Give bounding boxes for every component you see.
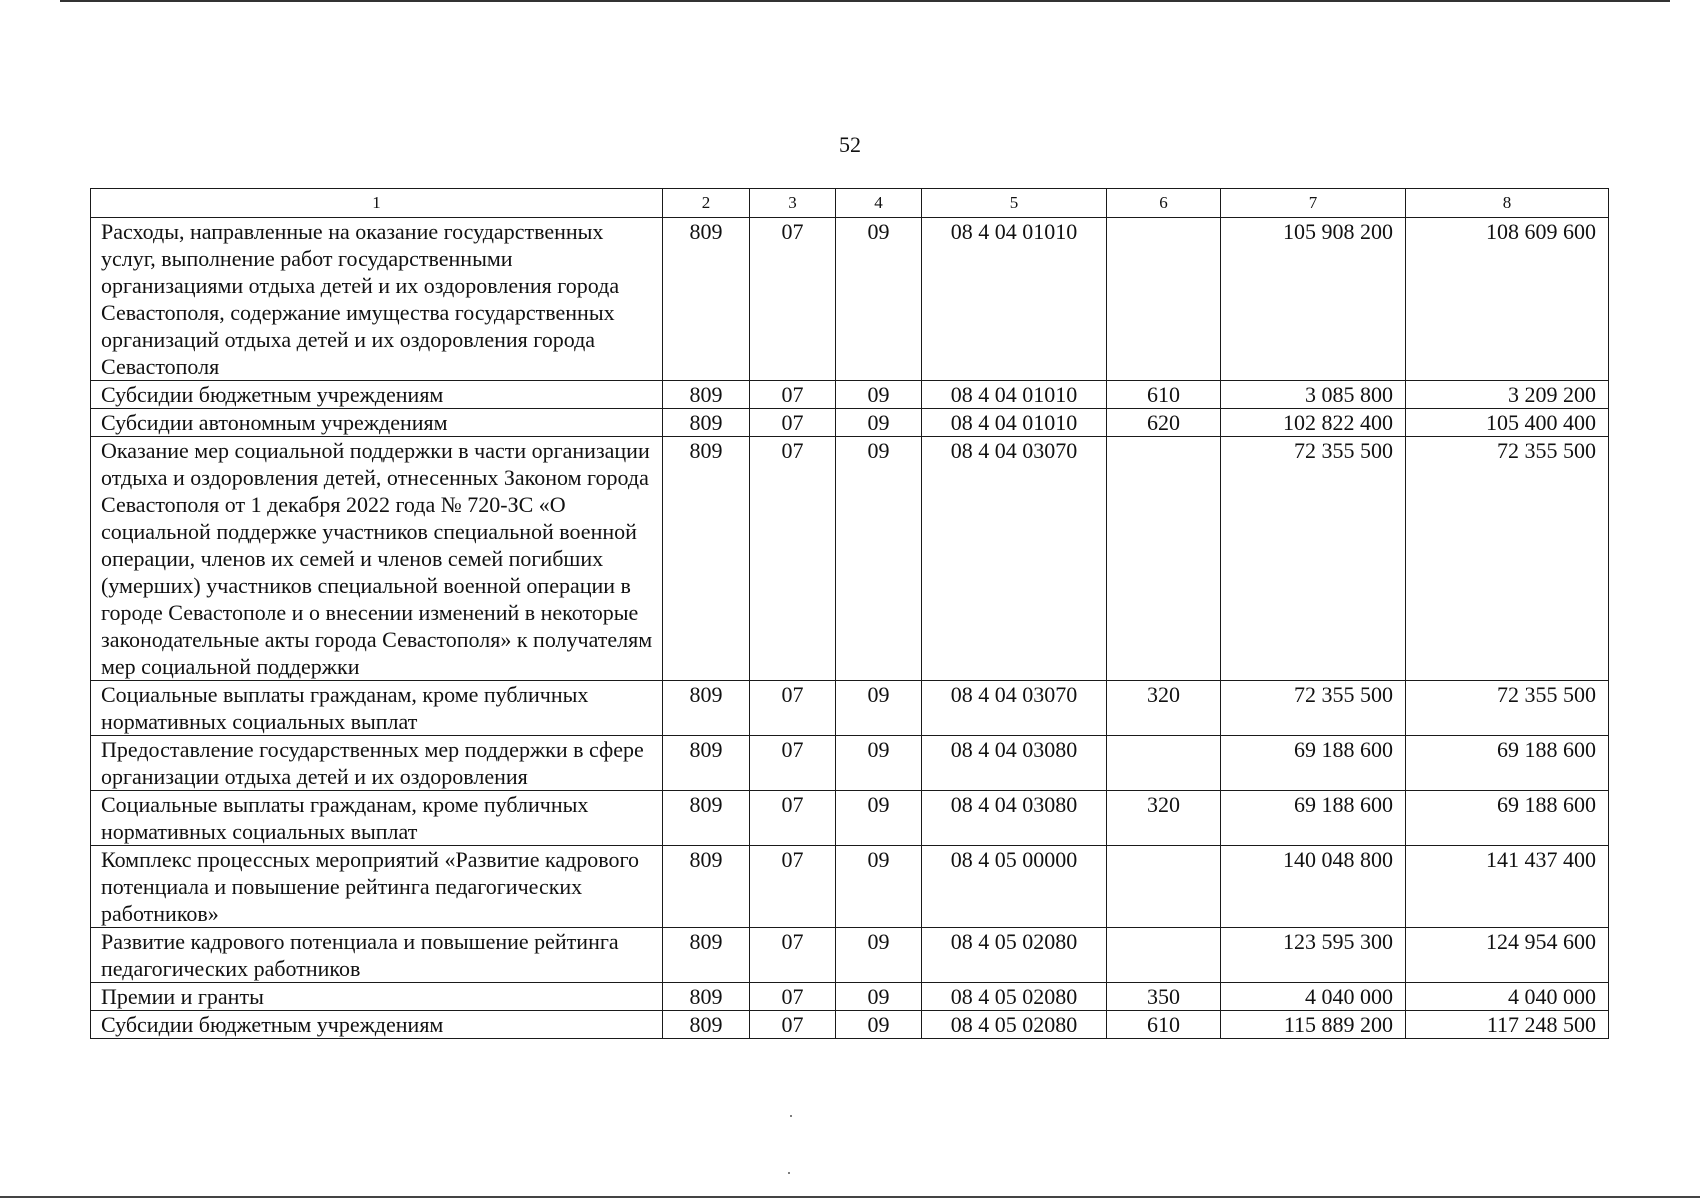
- row-amount-col8: 3 209 200: [1406, 381, 1609, 409]
- table-row: [91, 736, 1609, 791]
- header-col-4: 4: [836, 189, 922, 218]
- row-expense-type: [1107, 437, 1221, 681]
- table-row: [91, 681, 1609, 736]
- row-section-code: 07: [750, 983, 836, 1011]
- row-ministry-code: 809: [663, 846, 750, 928]
- table-row: [91, 846, 1609, 928]
- row-subsection-code: 09: [836, 928, 922, 983]
- header-col-5: 5: [922, 189, 1107, 218]
- row-subsection-code: 09: [836, 681, 922, 736]
- row-amount-col8: 69 188 600: [1406, 736, 1609, 791]
- row-amount-col7: 69 188 600: [1221, 736, 1406, 791]
- header-col-2: 2: [663, 189, 750, 218]
- row-ministry-code: 809: [663, 1011, 750, 1039]
- row-ministry-code: 809: [663, 381, 750, 409]
- row-name: Субсидии бюджетным учреждениям: [91, 381, 663, 409]
- row-amount-col8: 141 437 400: [1406, 846, 1609, 928]
- row-subsection-code: 09: [836, 846, 922, 928]
- table-body: [91, 218, 1609, 1039]
- row-target-article: 08 4 04 01010: [922, 409, 1107, 437]
- table-row: [91, 791, 1609, 846]
- row-section-code: 07: [750, 437, 836, 681]
- table-row: [91, 381, 1609, 409]
- row-amount-col7: 4 040 000: [1221, 983, 1406, 1011]
- row-amount-col7: 123 595 300: [1221, 928, 1406, 983]
- header-col-7: 7: [1221, 189, 1406, 218]
- budget-table: [90, 188, 1609, 1039]
- row-ministry-code: 809: [663, 791, 750, 846]
- row-section-code: 07: [750, 1011, 836, 1039]
- row-amount-col8: 72 355 500: [1406, 681, 1609, 736]
- row-target-article: 08 4 05 02080: [922, 928, 1107, 983]
- header-col-1: 1: [91, 189, 663, 218]
- row-target-article: 08 4 04 03080: [922, 736, 1107, 791]
- row-section-code: 07: [750, 791, 836, 846]
- header-row: [91, 189, 1609, 218]
- row-amount-col7: 115 889 200: [1221, 1011, 1406, 1039]
- row-ministry-code: 809: [663, 218, 750, 381]
- row-subsection-code: 09: [836, 381, 922, 409]
- row-section-code: 07: [750, 381, 836, 409]
- row-amount-col7: 69 188 600: [1221, 791, 1406, 846]
- row-name: Социальные выплаты гражданам, кроме публичных нормативных социальных выплат: [91, 681, 663, 736]
- row-amount-col7: 72 355 500: [1221, 681, 1406, 736]
- row-name: Социальные выплаты гражданам, кроме публичных нормативных социальных выплат: [91, 791, 663, 846]
- row-amount-col7: 3 085 800: [1221, 381, 1406, 409]
- row-expense-type: 350: [1107, 983, 1221, 1011]
- table-row: [91, 983, 1609, 1011]
- page-number: 52: [839, 132, 861, 157]
- row-expense-type: 620: [1107, 409, 1221, 437]
- header-col-8: 8: [1406, 189, 1609, 218]
- row-expense-type: [1107, 218, 1221, 381]
- row-expense-type: 320: [1107, 791, 1221, 846]
- row-target-article: 08 4 05 02080: [922, 983, 1107, 1011]
- row-amount-col8: 4 040 000: [1406, 983, 1609, 1011]
- row-expense-type: 610: [1107, 381, 1221, 409]
- row-amount-col8: 105 400 400: [1406, 409, 1609, 437]
- row-target-article: 08 4 04 01010: [922, 218, 1107, 381]
- row-subsection-code: 09: [836, 1011, 922, 1039]
- row-section-code: 07: [750, 409, 836, 437]
- row-name: Оказание мер социальной поддержки в части организации отдыха и оздоровления детей, отнесенных Законом города Севастополя от 1 декабря 2022 года № 720-ЗС «О социальной поддержке участников специальной военной операции, членов их семей и членов семей погибших (умерших) участников специальной военной операции в городе Севастополе и о внесении изменений в некоторые законодательные акты города Севастополя» к получателям мер социальной поддержки: [91, 437, 663, 681]
- scan-speck: [788, 1172, 790, 1174]
- row-name: Расходы, направленные на оказание государственных услуг, выполнение работ государственными организациями отдыха детей и их оздоровления города Севастополя, содержание имущества государственных организаций отдыха детей и их оздоровления города Севастополя: [91, 218, 663, 381]
- row-name: Премии и гранты: [91, 983, 663, 1011]
- row-expense-type: [1107, 846, 1221, 928]
- row-section-code: 07: [750, 736, 836, 791]
- row-ministry-code: 809: [663, 736, 750, 791]
- row-expense-type: [1107, 736, 1221, 791]
- row-subsection-code: 09: [836, 437, 922, 681]
- row-name: Предоставление государственных мер поддержки в сфере организации отдыха детей и их оздоровления: [91, 736, 663, 791]
- row-section-code: 07: [750, 681, 836, 736]
- row-ministry-code: 809: [663, 409, 750, 437]
- row-target-article: 08 4 04 03080: [922, 791, 1107, 846]
- row-ministry-code: 809: [663, 983, 750, 1011]
- scan-edge-top: [60, 0, 1670, 2]
- row-amount-col8: 69 188 600: [1406, 791, 1609, 846]
- row-section-code: 07: [750, 928, 836, 983]
- row-target-article: 08 4 04 01010: [922, 381, 1107, 409]
- row-subsection-code: 09: [836, 791, 922, 846]
- row-amount-col7: 72 355 500: [1221, 437, 1406, 681]
- row-name: Комплекс процессных мероприятий «Развитие кадрового потенциала и повышение рейтинга педагогических работников»: [91, 846, 663, 928]
- table-row: [91, 437, 1609, 681]
- row-ministry-code: 809: [663, 928, 750, 983]
- row-amount-col7: 105 908 200: [1221, 218, 1406, 381]
- row-target-article: 08 4 05 00000: [922, 846, 1107, 928]
- table-row: [91, 928, 1609, 983]
- scan-edge-bottom: [0, 1196, 1700, 1198]
- row-ministry-code: 809: [663, 437, 750, 681]
- row-amount-col7: 102 822 400: [1221, 409, 1406, 437]
- row-amount-col8: 124 954 600: [1406, 928, 1609, 983]
- row-name: Субсидии автономным учреждениям: [91, 409, 663, 437]
- scan-speck: [790, 1115, 792, 1117]
- row-name: Субсидии бюджетным учреждениям: [91, 1011, 663, 1039]
- row-amount-col7: 140 048 800: [1221, 846, 1406, 928]
- header-col-6: 6: [1107, 189, 1221, 218]
- table-row: [91, 409, 1609, 437]
- table-row: [91, 218, 1609, 381]
- header-col-3: 3: [750, 189, 836, 218]
- row-subsection-code: 09: [836, 218, 922, 381]
- row-target-article: 08 4 05 02080: [922, 1011, 1107, 1039]
- table-row: [91, 1011, 1609, 1039]
- row-subsection-code: 09: [836, 983, 922, 1011]
- row-expense-type: 320: [1107, 681, 1221, 736]
- row-subsection-code: 09: [836, 409, 922, 437]
- row-amount-col8: 108 609 600: [1406, 218, 1609, 381]
- row-target-article: 08 4 04 03070: [922, 681, 1107, 736]
- row-name: Развитие кадрового потенциала и повышение рейтинга педагогических работников: [91, 928, 663, 983]
- row-expense-type: 610: [1107, 1011, 1221, 1039]
- row-subsection-code: 09: [836, 736, 922, 791]
- row-ministry-code: 809: [663, 681, 750, 736]
- row-target-article: 08 4 04 03070: [922, 437, 1107, 681]
- row-amount-col8: 72 355 500: [1406, 437, 1609, 681]
- row-section-code: 07: [750, 846, 836, 928]
- row-expense-type: [1107, 928, 1221, 983]
- row-amount-col8: 117 248 500: [1406, 1011, 1609, 1039]
- row-section-code: 07: [750, 218, 836, 381]
